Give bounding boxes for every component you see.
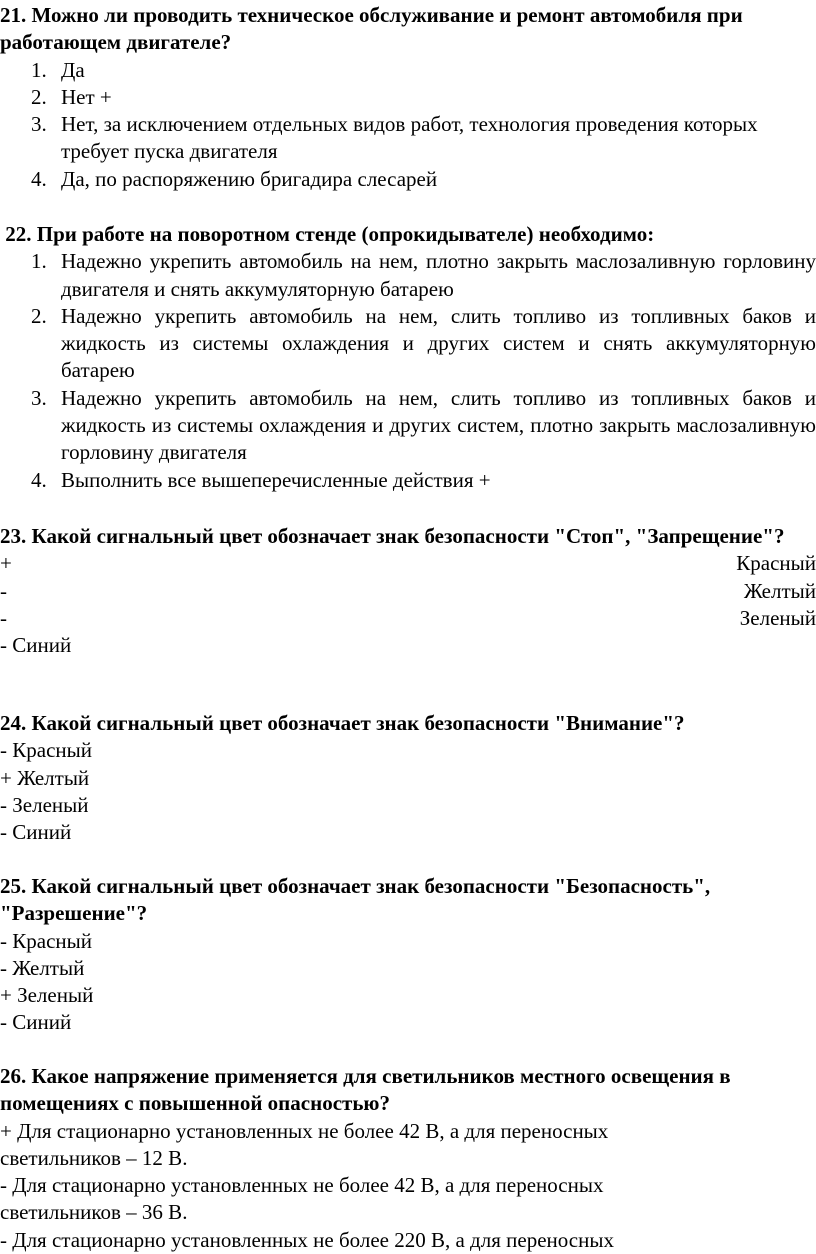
answer-row: - Зеленый [0,792,89,817]
question-22 [0,221,816,494]
answer-line: светильников – 36 В. [0,1200,188,1225]
question-24-title: 24. Какой сигнальный цвет обозначает знак безопасности "Внимание"? [0,711,685,735]
answer-text: - Синий [0,633,72,658]
answer-row [0,632,816,659]
option-text: Да, по распоряжению бригадира слесарей [61,166,438,191]
option-text: Да [61,57,85,82]
option-item [0,248,816,303]
question-21 [0,2,816,193]
answer-row: - Красный [0,928,92,953]
answer-mark: + [0,551,12,576]
option-item [0,84,816,111]
option-text: Нет + [61,84,112,109]
answer-line: светильников – 12 В. [0,1145,188,1170]
answer-text: Красный [736,551,816,576]
question-26 [0,1063,816,1254]
option-number: 1. [31,57,47,82]
option-item [0,57,816,84]
option-number: 3. [31,112,47,137]
answer-line: + Для стационарно установленных не более 42 В, а для переносных [0,1118,609,1143]
question-21-title: 21. Можно ли проводить техническое обслуживание и ремонт автомобиля при работающем двигателе? [0,3,743,55]
answer-row: - Синий [0,1010,72,1035]
option-text: Нет, за исключением отдельных видов работ, технология проведения которых требует пуска двигателя [61,112,758,164]
answer-line: - Для стационарно установленных не более 220 В, а для переносных [0,1227,614,1252]
question-21-options [0,57,816,193]
answer-row: - Синий [0,820,72,845]
question-24 [0,710,816,846]
question-23-title: 23. Какой сигнальный цвет обозначает знак безопасности "Стоп", "Запрещение"? [0,524,785,548]
answer-row [0,578,816,605]
option-item [0,166,816,193]
option-item [0,303,816,385]
answer-row [0,550,816,577]
answer-row: + Зеленый [0,983,94,1008]
question-25-title: 25. Какой сигнальный цвет обозначает знак безопасности "Безопасность", "Разрешение"? [0,874,711,926]
option-number: 1. [31,249,47,274]
option-text: Надежно укрепить автомобиль на нем, плотно закрыть маслозаливную горловину двигателя и снять аккумуляторную батарею [61,249,816,301]
option-item [0,111,816,166]
answer-row: - Красный [0,738,92,763]
question-25 [0,873,816,1037]
option-number: 2. [31,84,47,109]
answer-text: Зеленый [739,605,816,630]
option-number: 4. [31,467,47,492]
question-26-title: 26. Какое напряжение применяется для светильников местного освещения в помещениях с повышенной опасностью? [0,1064,731,1116]
option-number: 4. [31,166,47,191]
option-item [0,385,816,467]
answer-row [0,605,816,632]
answer-row: + Желтый [0,765,90,790]
answer-text: Желтый [743,578,816,603]
question-22-title: 22. При работе на поворотном стенде (опрокидывателе) необходимо: [0,222,655,246]
question-22-options [0,248,816,494]
question-23 [0,523,816,659]
option-text: Надежно укрепить автомобиль на нем, слить топливо из топливных баков и жидкость из системы охлаждения и других систем, плотно закрыть маслозаливную горловину двигателя [61,385,816,465]
answer-mark: - [0,605,7,630]
option-item [0,467,816,494]
option-number: 2. [31,303,47,328]
answer-mark: - [0,578,7,603]
answer-line: - Для стационарно установленных не более 42 В, а для переносных [0,1173,604,1198]
option-text: Надежно укрепить автомобиль на нем, слить топливо из топливных баков и жидкость из системы охлаждения и других систем и снять аккумуляторную батарею [61,303,816,383]
option-number: 3. [31,385,47,410]
option-text: Выполнить все вышеперечисленные действия + [61,467,491,492]
answer-row: - Желтый [0,955,85,980]
